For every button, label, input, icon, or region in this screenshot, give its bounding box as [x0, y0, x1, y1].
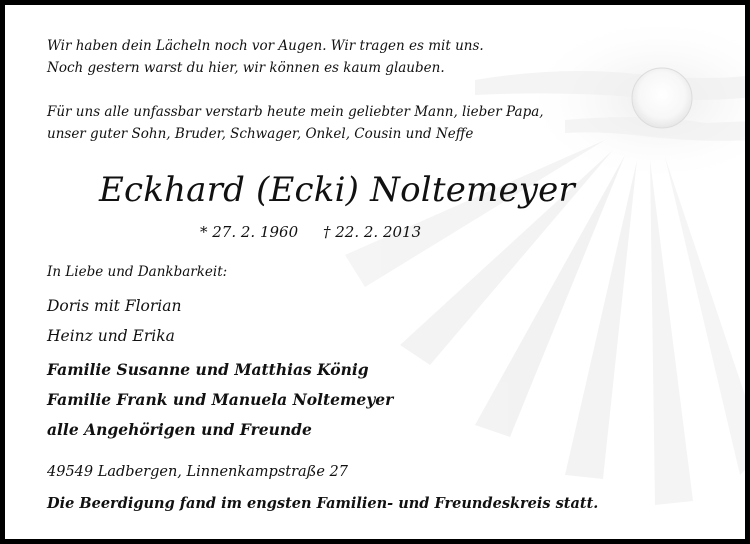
address: 49549 Ladbergen, Linnenkampstraße 27 [47, 464, 349, 480]
mourner-name: Doris mit Florian [47, 297, 182, 315]
intro-line-2: Noch gestern warst du hier, wir können es kaum glauben. [47, 60, 445, 76]
intro-line-4: unser guter Sohn, Bruder, Schwager, Onkel, Cousin und Neffe [47, 126, 474, 142]
sun [632, 68, 692, 128]
mourner-name: Familie Susanne und Matthias König [47, 360, 369, 379]
mourner-name: Familie Frank und Manuela Noltemeyer [47, 390, 394, 409]
mourner-name: Heinz und Erika [47, 327, 175, 345]
deceased-name: Eckhard (Ecki) Noltemeyer [99, 170, 575, 210]
intro-line-1: Wir haben dein Lächeln noch vor Augen. Wir tragen es mit uns. [47, 38, 484, 54]
mourner-name: alle Angehörigen und Freunde [47, 420, 312, 439]
death-date: † 22. 2. 2013 [323, 223, 422, 241]
mourners-heading: In Liebe und Dankbarkeit: [47, 264, 228, 280]
birth-date: * 27. 2. 1960 [200, 223, 299, 241]
intro-line-3: Für uns alle unfassbar verstarb heute mein geliebter Mann, lieber Papa, [47, 104, 544, 120]
funeral-note: Die Beerdigung fand im engsten Familien- und Freundeskreis statt. [47, 495, 599, 512]
